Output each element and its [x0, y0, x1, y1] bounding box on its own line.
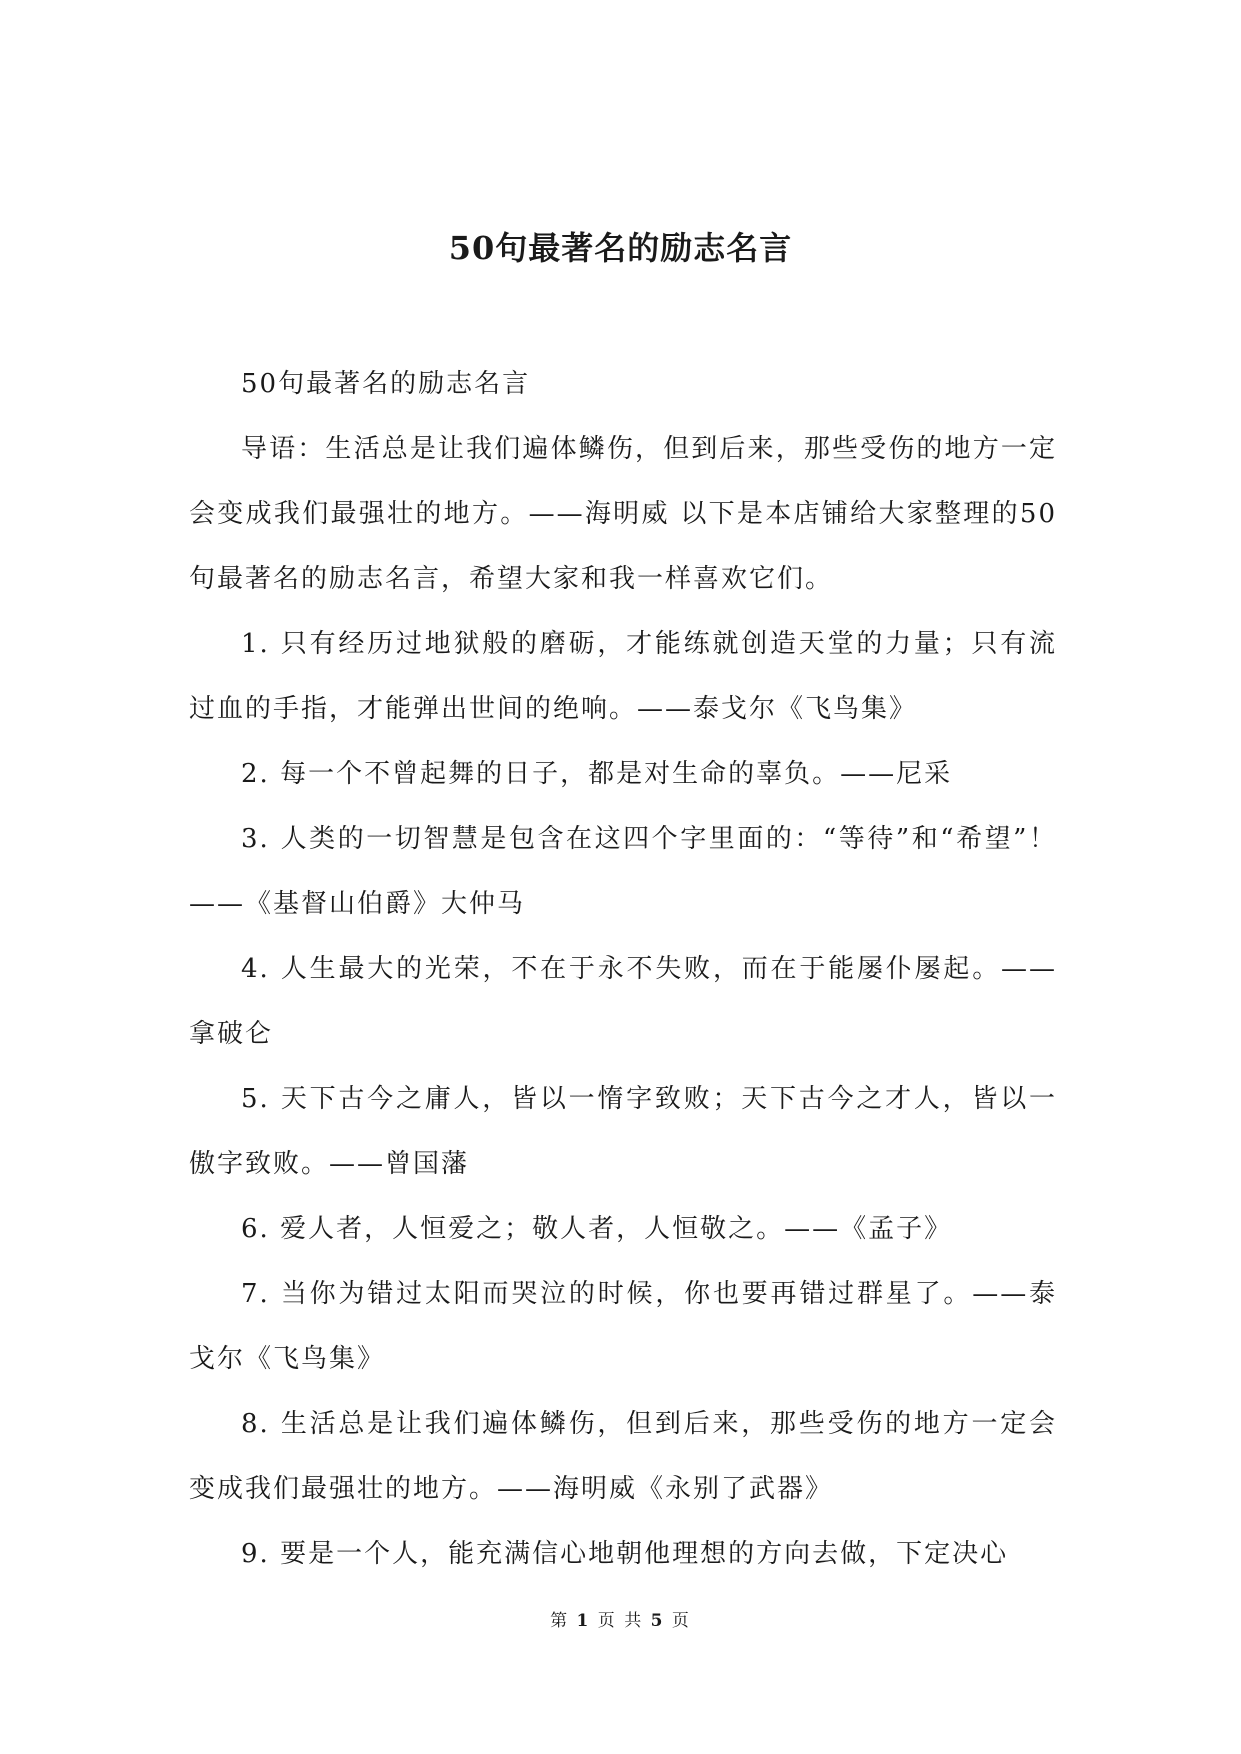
document-title: 50句最著名的励志名言 — [448, 229, 793, 267]
footer-prefix: 第 — [550, 1611, 570, 1631]
quote-item: 3. 人类的一切智慧是包含在这四个字里面的：“等待”和“希望”！——《基督山伯爵》大仲马 — [189, 824, 1057, 919]
quote-item: 4. 人生最大的光荣，不在于永不失败，而在于能屡仆屡起。——拿破仑 — [189, 954, 1057, 1049]
quote-item: 7. 当你为错过太阳而哭泣的时候，你也要再错过群星了。——泰戈尔《飞鸟集》 — [189, 1279, 1057, 1374]
document-body — [189, 352, 1057, 1587]
page-footer — [0, 1609, 1241, 1633]
quote-item: 9. 要是一个人，能充满信心地朝他理想的方向去做，下定决心 — [241, 1539, 1009, 1569]
footer-suffix: 页 — [671, 1611, 691, 1631]
paragraph-intro: 导语：生活总是让我们遍体鳞伤，但到后来，那些受伤的地方一定会变成我们最强壮的地方。——海明威 以下是本店铺给大家整理的50句最著名的励志名言，希望大家和我一样喜欢它们。 — [189, 434, 1057, 594]
total-page-number: 5 — [650, 1611, 665, 1631]
current-page-number: 1 — [576, 1611, 591, 1631]
paragraph-heading: 50句最著名的励志名言 — [241, 369, 531, 399]
footer-middle: 页 共 — [597, 1611, 644, 1631]
quote-item: 2. 每一个不曾起舞的日子，都是对生命的辜负。——尼采 — [241, 759, 953, 789]
quote-item: 5. 天下古今之庸人，皆以一惰字致败；天下古今之才人，皆以一傲字致败。——曾国藩 — [189, 1084, 1057, 1179]
quote-item: 6. 爱人者，人恒爱之；敬人者，人恒敬之。——《孟子》 — [241, 1214, 953, 1244]
quote-item: 1. 只有经历过地狱般的磨砺，才能练就创造天堂的力量；只有流过血的手指，才能弹出世间的绝响。——泰戈尔《飞鸟集》 — [189, 629, 1057, 724]
quote-item: 8. 生活总是让我们遍体鳞伤，但到后来，那些受伤的地方一定会变成我们最强壮的地方。——海明威《永别了武器》 — [189, 1409, 1057, 1504]
